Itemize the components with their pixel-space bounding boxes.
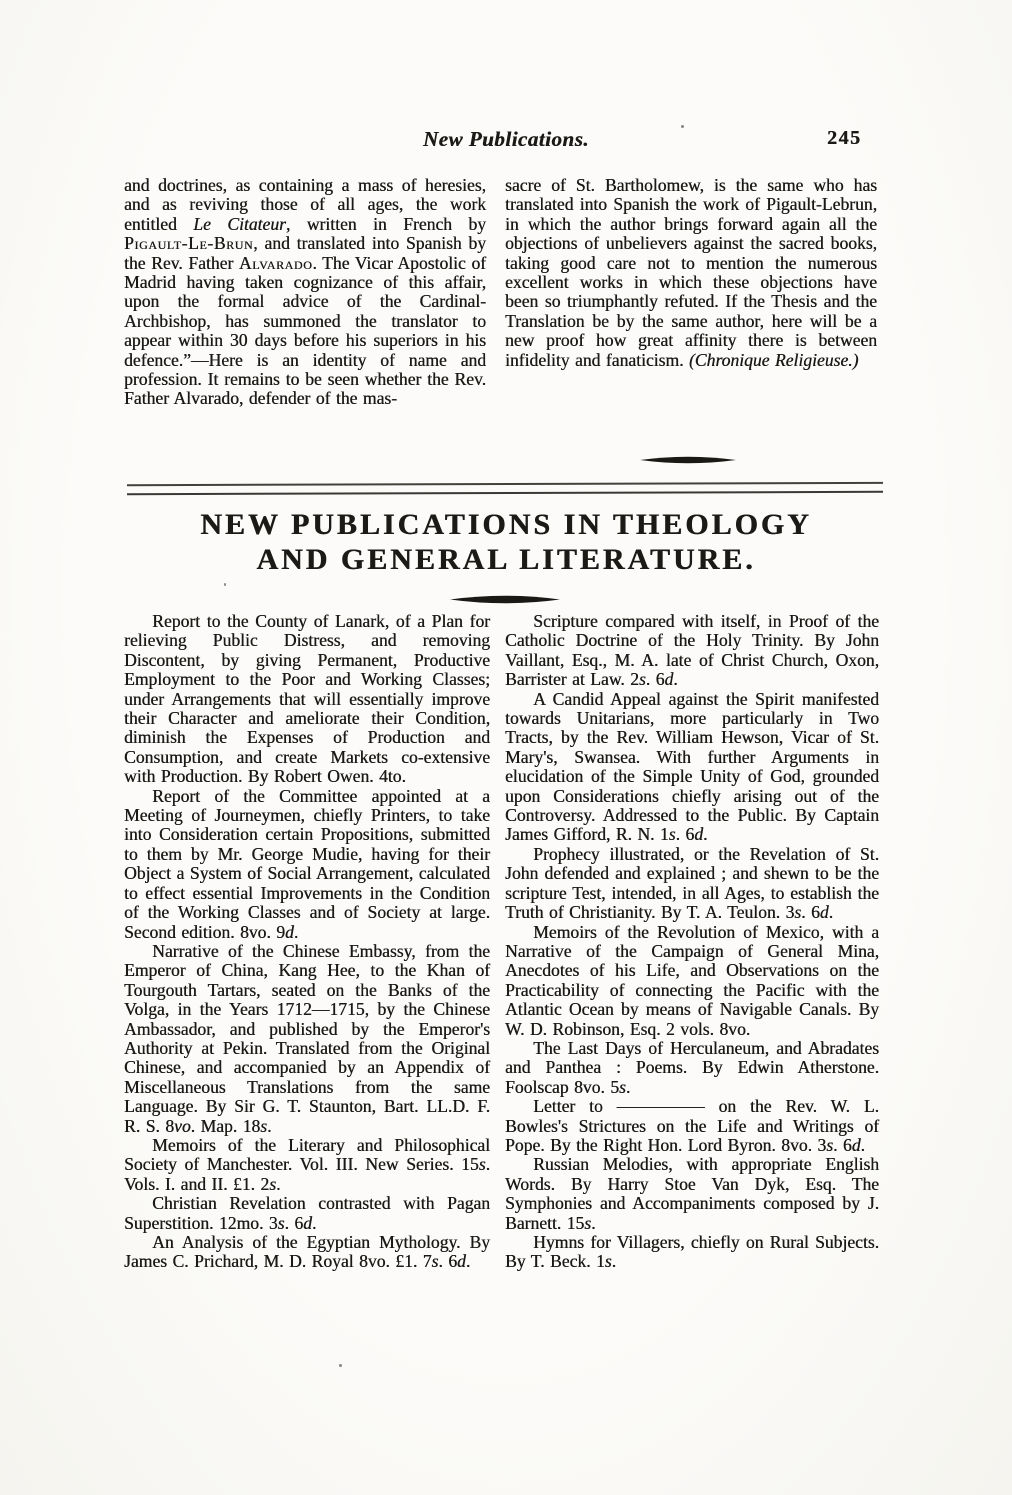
text-segment: s xyxy=(604,1251,612,1272)
text-segment: . xyxy=(828,902,834,923)
scan-speck xyxy=(681,125,684,128)
paragraph xyxy=(505,1233,879,1272)
text-segment: s xyxy=(826,1134,834,1155)
scan-speck xyxy=(339,1364,342,1367)
running-head: New Publications. xyxy=(422,127,589,151)
text-segment: Report to the County of Lanark, of a Plan for relieving Public Distress, and removing Discontent, by giving Permanent, Productive Employment to the Poor and Working Classes; under Arrangements that will essentially improve their Character and ameliorate their Condition, diminish the Expenses of Production and Consumption, and create Markets co-extensive with Production. By Robert Owen. 4to. xyxy=(124,611,490,787)
swelled-rule-divider xyxy=(640,452,736,470)
text-segment: s xyxy=(269,1173,277,1194)
text-segment: Le Citateur xyxy=(193,213,286,234)
text-segment: Christian Revelation contrasted with Pagan Superstition. 12mo. 3 xyxy=(124,1193,490,1233)
text-segment: s xyxy=(638,669,646,690)
text-segment: . xyxy=(625,1076,631,1097)
text-segment: . xyxy=(276,1173,281,1194)
text-segment: . xyxy=(860,1134,865,1155)
paragraph xyxy=(124,1136,490,1194)
text-segment: . 6 xyxy=(833,1134,852,1155)
text-segment: s xyxy=(478,1154,486,1175)
paragraph xyxy=(505,176,877,370)
text-segment: . xyxy=(465,1251,471,1272)
section-double-rule xyxy=(127,482,883,495)
text-segment: d xyxy=(851,1134,861,1155)
swelled-rule-divider xyxy=(450,592,560,610)
text-segment: , and translated into Spanish by the Rev. Father xyxy=(124,233,486,273)
text-segment: An Analysis of the Egyptian Mythology. By James C. Prichard, M. D. Royal 8vo. £1. 7 xyxy=(124,1232,490,1272)
text-segment: . xyxy=(293,921,299,942)
text-segment: d xyxy=(694,824,704,845)
text-segment: d xyxy=(819,902,829,923)
scan-speck xyxy=(224,583,226,586)
text-segment: (Chronique Religieuse.) xyxy=(688,349,859,370)
text-segment: s xyxy=(431,1251,439,1272)
text-segment: . xyxy=(311,1212,317,1233)
page-number: 245 xyxy=(827,127,862,149)
top-section-left-column xyxy=(124,176,486,409)
text-segment: , written in French by xyxy=(285,213,487,234)
text-segment: vo xyxy=(174,1115,191,1136)
paragraph xyxy=(505,923,879,1039)
text-segment: Pigault-Le-Brun xyxy=(124,233,254,254)
listings-right-column xyxy=(505,612,879,1272)
text-segment: . xyxy=(673,669,678,690)
text-segment: Scripture compared with itself, in Proof of the Catholic Doctrine of the Holy Trinity. By John Vaillant, Esq., M. A. late of Christ Church, Oxon, Barrister at Law. 2 xyxy=(505,611,879,690)
text-segment: s xyxy=(277,1212,285,1233)
paragraph xyxy=(124,612,490,787)
paragraph xyxy=(505,1155,879,1233)
text-segment: d xyxy=(285,921,294,942)
text-segment: . 6 xyxy=(801,902,820,923)
text-segment: The Last Days of Herculaneum, and Abradates and Panthea : Poems. By Edwin Atherstone. Foolscap 8vo. 5 xyxy=(505,1037,879,1097)
text-segment: . 6 xyxy=(675,824,695,845)
text-segment: Hymns for Villagers, chiefly on Rural Subjects. By T. Beck. 1 xyxy=(505,1232,879,1272)
text-segment: sacre of St. Bartholomew, is the same who has translated into Spanish the work of Pigault-Lebrun, in which the author brings forward again all the objections of unbelievers against the sacred books, taking good care not to mention the numerous excellent works in which these objections have been so triumphantly refuted. If the Thesis and the Translation be by the same author, here will be a new proof how great affinity there is between infidelity and fanaticism. xyxy=(505,175,877,370)
text-segment: . Map. 18 xyxy=(190,1115,261,1136)
paragraph xyxy=(124,1233,490,1272)
text-segment: s xyxy=(260,1115,268,1136)
text-segment: A Candid Appeal against the Spirit manifested towards Unitarians, more particularly in Two Tracts, by the Rev. William Hewson, Vicar of St. Mary's, Swansea. With further Arguments in elucidation of the Simple Unity of God, grounded upon Considerations chiefly arising out of the Controversy. Addressed to the Public. By Captain James Gifford, R. N. 1 xyxy=(505,688,879,845)
listings-left-column xyxy=(124,612,490,1272)
text-segment: . xyxy=(611,1251,617,1272)
paragraph xyxy=(124,787,490,942)
text-segment: . The Vicar Apostolic of Madrid having taken cognizance of this affair, upon the formal advice of the Cardinal-Archbishop, has summoned the translator to appear within 30 days before his superiors in his defence.”—Here is an identity of name and profession. It remains to be seen whether the Rev. Father Alvarado, defender of the mas- xyxy=(124,252,486,409)
text-segment: Memoirs of the Revolution of Mexico, with a Narrative of the Campaign of General Mina, Anecdotes of his Life, and Observations on the Practicability of connecting the Pacific with the Atlantic Ocean by means of Navigable Canals. By W. D. Robinson, Esq. 2 vols. 8vo. xyxy=(505,921,879,1039)
text-segment: d xyxy=(457,1251,466,1272)
paragraph xyxy=(124,1194,490,1233)
section-title-line2: AND GENERAL LITERATURE. xyxy=(256,543,756,576)
text-segment: Prophecy illustrated, or the Revelation of St. John defended and explained ; and shewn to be the scripture Test, intended, in all Ages, to establish the Truth of Christianity. By T. A. Teulon. 3 xyxy=(505,843,879,923)
text-segment: Report of the Committee appointed at a Meeting of Journeymen, chiefly Printers, to take into Consideration certain Propositions, submitted to them by Mr. George Mudie, having for their Object a System of Social Arrangement, calculated to effect essential Improvements in the Condition of the Working Classes and of Society at large. Second edition. 8vo. 9 xyxy=(124,785,490,942)
text-segment: and doctrines, as containing a mass of heresies, and as reviving those of all ages, the work entitled xyxy=(124,175,486,234)
text-segment: Russian Melodies, with appropriate English Words. By Harry Stoe Van Dyk, Esq. The Symphonies and Accompaniments composed by J. Barnett. 15 xyxy=(505,1154,879,1233)
paragraph xyxy=(505,845,879,923)
text-segment: s xyxy=(794,902,802,923)
text-segment: d xyxy=(664,669,674,690)
text-segment: Alvarado xyxy=(238,252,313,273)
paragraph xyxy=(505,1039,879,1097)
text-segment: Memoirs of the Literary and Philosophical Society of Manchester. Vol. III. New Series. 15 xyxy=(124,1134,490,1175)
text-segment: s xyxy=(668,824,676,845)
text-segment: d xyxy=(303,1212,312,1233)
text-segment: . 6 xyxy=(284,1212,304,1233)
text-segment: . xyxy=(267,1115,272,1136)
paragraph xyxy=(505,690,879,845)
text-segment: . xyxy=(591,1212,596,1233)
text-segment: s xyxy=(619,1076,626,1097)
paragraph xyxy=(124,176,486,409)
text-segment: . 6 xyxy=(645,669,665,690)
paragraph xyxy=(505,612,879,690)
paragraph xyxy=(505,1097,879,1155)
top-section-right-column xyxy=(505,176,877,370)
text-segment: . Vols. I. and II. £1. 2 xyxy=(124,1154,490,1194)
text-segment: Letter to ————— on the Rev. W. L. Bowles's Strictures on the Life and Writings of Pope. By the Right Hon. Lord Byron. 8vo. 3 xyxy=(505,1096,879,1155)
text-segment: s xyxy=(584,1212,592,1233)
paragraph xyxy=(124,942,490,1136)
section-title-line1: NEW PUBLICATIONS IN THEOLOGY xyxy=(200,508,812,541)
text-segment: Narrative of the Chinese Embassy, from the Emperor of China, Kang Hee, to the Khan of Tourgouth Tartars, seated on the Banks of the Volga, in the Years 1712—1715, by the Chinese Ambassador, and published by the Emperor's Authority at Pekin. Translated from the Original Chinese, and accompanied by an Appendix of Miscellaneous Translations from the same Language. By Sir G. T. Staunton, Bart. LL.D. F. R. S. 8 xyxy=(124,940,490,1136)
text-segment: . xyxy=(703,824,708,845)
text-segment: . 6 xyxy=(438,1251,458,1272)
